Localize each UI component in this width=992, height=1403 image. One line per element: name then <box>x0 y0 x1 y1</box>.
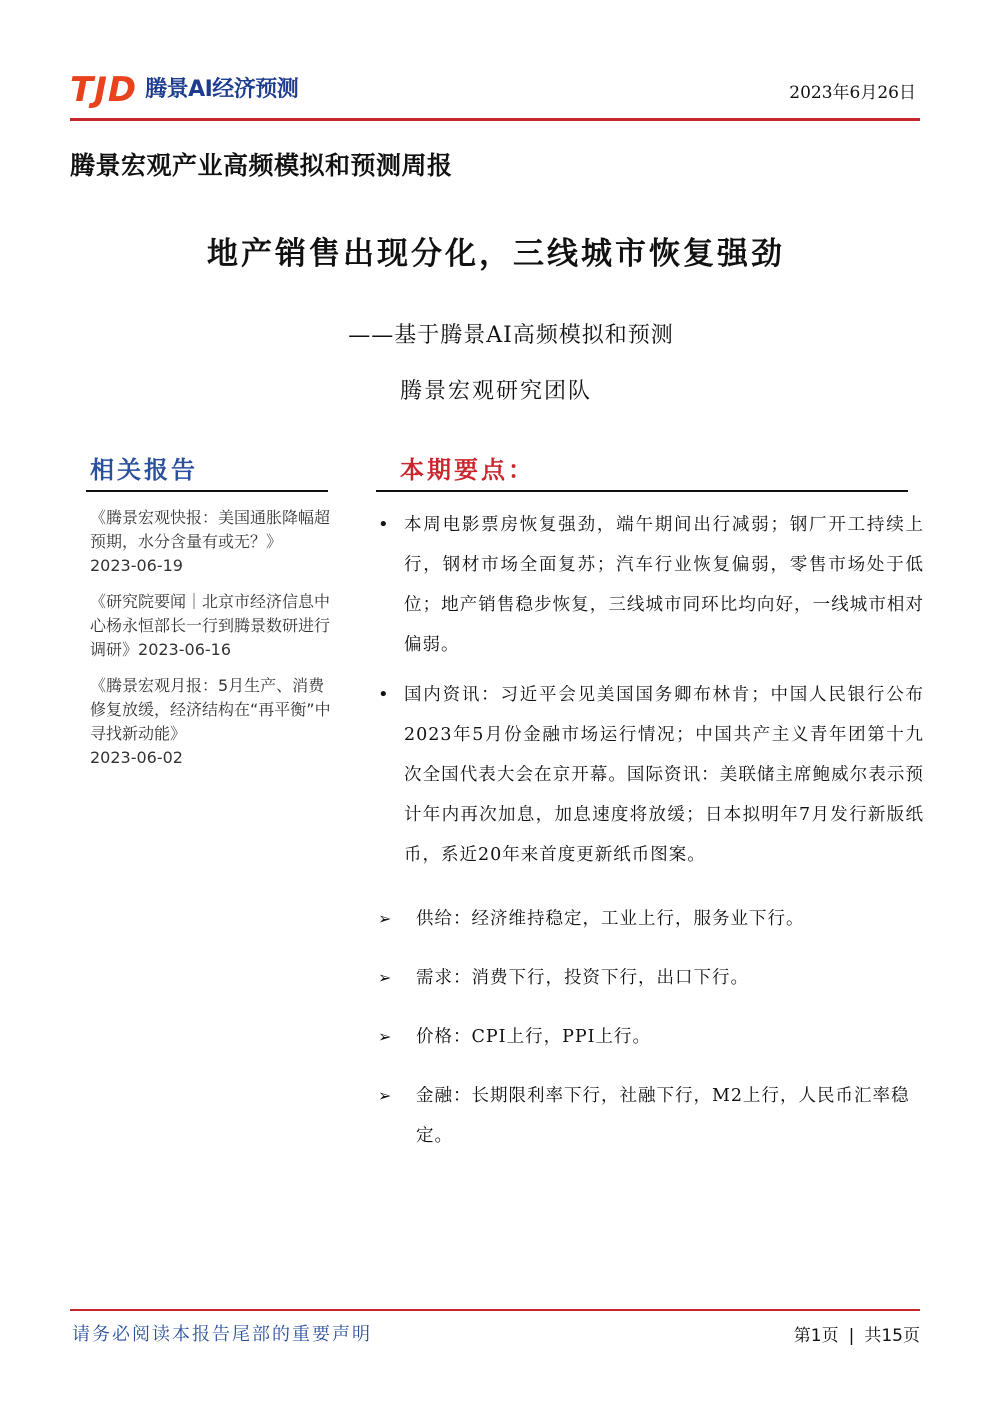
page-indicator <box>794 1321 920 1346</box>
related-report-item[interactable] <box>90 506 340 578</box>
main-divider <box>376 490 908 492</box>
key-point-arrow <box>376 958 924 998</box>
related-report-item[interactable] <box>90 590 340 662</box>
report-date: 2023年6月26日 <box>789 83 916 103</box>
key-point-arrow <box>376 1017 924 1057</box>
related-report-title[interactable]: 《研究院要闻｜北京市经济信息中心杨永恒部长一行到腾景数研进行调研》 <box>90 592 331 659</box>
page-number: 第1页 <box>793 1326 839 1346</box>
arrow-text: 金融：长期限利率下行，社融下行，M2上行，人民币汇率稳定。 <box>416 1086 910 1146</box>
arrow-bullet-icon: ➢ <box>378 909 393 928</box>
related-report-title[interactable]: 《腾景宏观月报：5月生产、消费修复放缓，经济结构在“再平衡”中寻找新动能》 <box>90 676 331 743</box>
footer-divider <box>70 1309 920 1311</box>
related-reports-heading: 相关报告 <box>90 455 198 484</box>
arrow-bullet-icon: ➢ <box>378 1086 393 1105</box>
key-points-heading: 本期要点： <box>400 455 535 484</box>
related-report-date: 2023-06-02 <box>90 748 183 767</box>
key-point-arrow <box>376 1076 924 1156</box>
page-title: 地产销售出现分化，三线城市恢复强劲 <box>207 236 785 272</box>
related-report-date: 2023-06-16 <box>138 640 231 659</box>
arrow-text: 价格：CPI上行，PPI上行。 <box>416 1027 652 1047</box>
spacer <box>376 885 924 899</box>
page-subtitle: ——基于腾景AI高频模拟和预测 <box>348 323 674 348</box>
related-report-item[interactable] <box>90 674 340 770</box>
report-type: 腾景宏观产业高频模拟和预测周报 <box>70 151 453 180</box>
related-report-title[interactable]: 《腾景宏观快报：美国通胀降幅超预期，水分含量有或无？》 <box>90 508 331 551</box>
key-point-arrow <box>376 899 924 939</box>
bullet-dot-icon: • <box>378 684 390 705</box>
arrow-bullet-icon: ➢ <box>378 968 393 987</box>
related-report-date: 2023-06-19 <box>90 556 183 575</box>
arrow-bullet-icon: ➢ <box>378 1027 393 1046</box>
author-team: 腾景宏观研究团队 <box>399 379 592 404</box>
page-total: 共15页 <box>864 1326 920 1346</box>
page-separator: | <box>848 1326 855 1346</box>
bullet-dot-icon: • <box>378 514 390 535</box>
footer-disclaimer: 请务必阅读本报告尾部的重要声明 <box>72 1324 372 1345</box>
logo-text: 腾景AI经济预测 <box>145 77 299 102</box>
bullet-text: 本周电影票房恢复强劲，端午期间出行减弱；钢厂开工持续上行，钢材市场全面复苏；汽车行业恢复偏弱，零售市场处于低位；地产销售稳步恢复，三线城市同环比均向好，一线城市相对偏弱。 <box>404 515 924 655</box>
company-logo <box>70 72 298 108</box>
key-point-bullet <box>376 505 924 665</box>
logo-mark: TJD <box>70 70 138 110</box>
related-reports-list <box>90 506 340 782</box>
arrow-text: 供给：经济维持稳定，工业上行，服务业下行。 <box>416 909 805 929</box>
key-points-list <box>376 505 924 1175</box>
bullet-text: 国内资讯：习近平会见美国国务卿布林肯；中国人民银行公布2023年5月份金融市场运行情况；中国共产主义青年团第十九次全国代表大会在京开幕。国际资讯：美联储主席鲍威尔表示预计年内再次加息，加息速度将放缓；日本拟明年7月发行新版纸币，系近20年来首度更新纸币图案。 <box>404 685 924 865</box>
arrow-text: 需求：消费下行，投资下行，出口下行。 <box>416 968 749 988</box>
sidebar-divider <box>86 490 328 492</box>
header-divider <box>70 118 920 121</box>
key-point-bullet <box>376 675 924 875</box>
